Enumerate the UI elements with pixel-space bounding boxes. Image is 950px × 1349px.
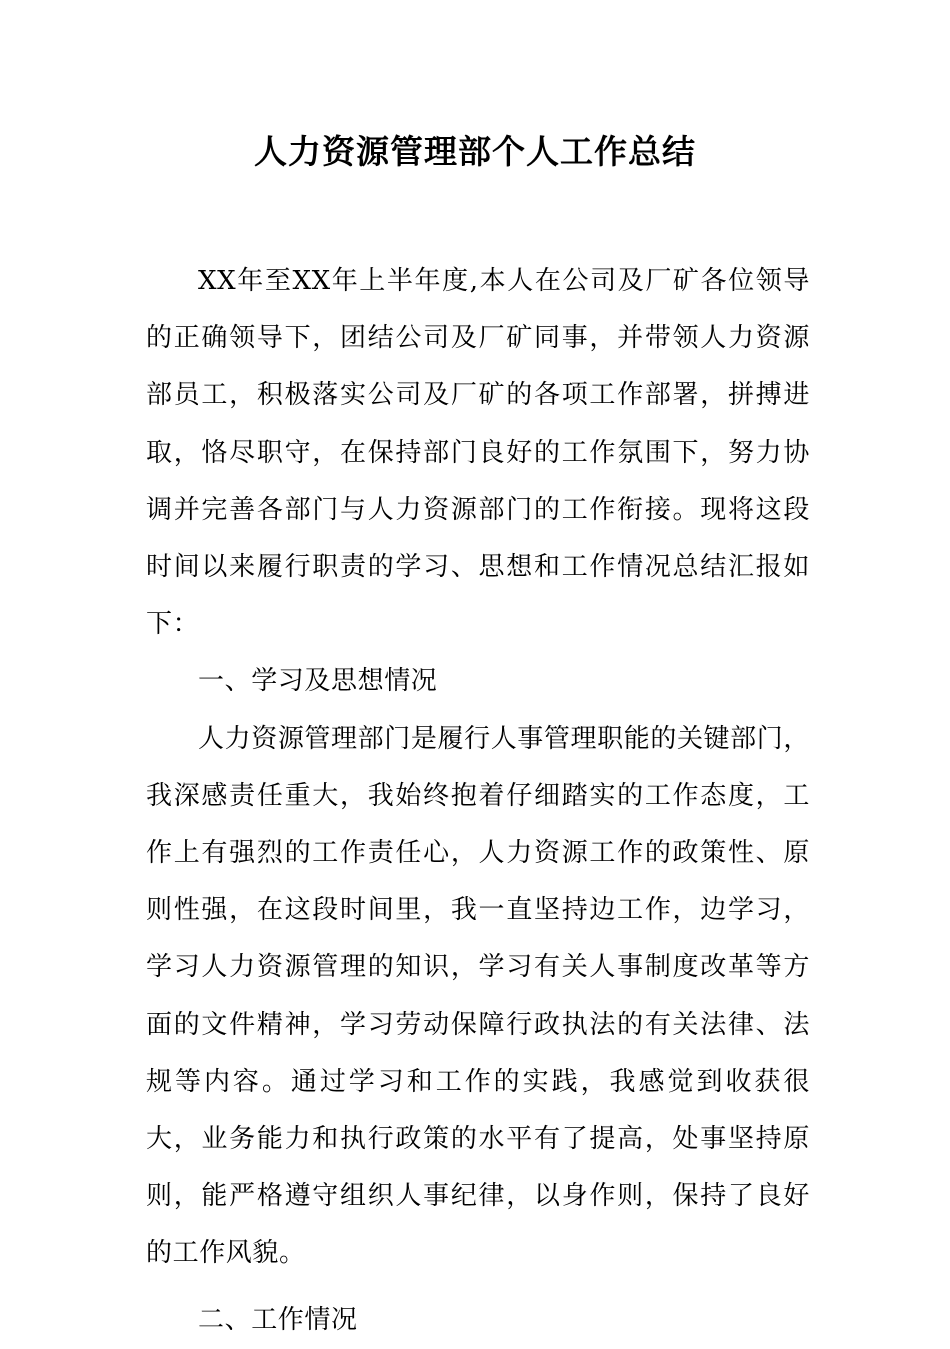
- study-paragraph: 人力资源管理部门是履行人事管理职能的关键部门，我深感责任重大，我始终抱着仔细踏实的工作态度，工作上有强烈的工作责任心，人力资源工作的政策性、原则性强，在这段时间里，我一直坚持边工作，边学习，学习人力资源管理的知识，学习有关人事制度改革等方面的文件精神，学习劳动保障行政执法的有关法律、法规等内容。通过学习和工作的实践，我感觉到收获很大，业务能力和执行政策的水平有了提高，处事坚持原则，能严格遵守组织人事纪律，以身作则，保持了良好的工作风貌。: [146, 723, 810, 1269]
- intro-paragraph: XX年至XX年上半年度,本人在公司及厂矿各位领导的正确领导下，团结公司及厂矿同事，并带领人力资源部员工，积极落实公司及厂矿的各项工作部署，拼搏进取，恪尽职守，在保持部门良好的工作氛围下，努力协调并完善各部门与人力资源部门的工作衔接。现将这段时间以来履行职责的学习、思想和工作情况总结汇报如下：: [146, 266, 810, 640]
- document-title: 人力资源管理部个人工作总结: [254, 132, 696, 171]
- section-heading-study: 一、学习及思想情况: [198, 666, 438, 697]
- section-heading-work: 二、工作情况: [198, 1304, 358, 1335]
- document-body: [146, 253, 810, 1349]
